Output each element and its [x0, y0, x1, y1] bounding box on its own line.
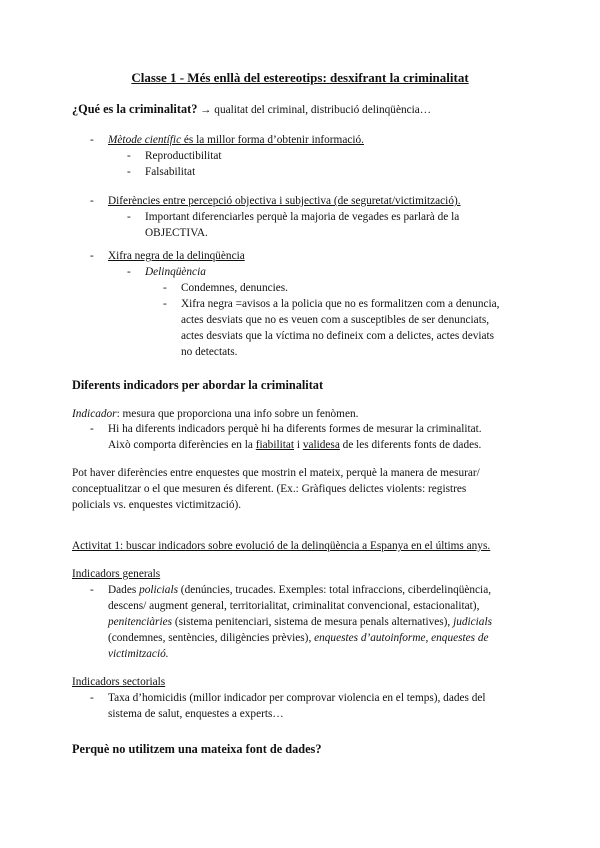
- para-line1: Pot haver diferències entre enquestes que mostrin el mateix, perquè la manera de mesurar/: [72, 467, 480, 479]
- sectorials-line2: sistema de salut, enquestes a experts…: [108, 708, 284, 720]
- para-line3: policials vs. enquestes victimització).: [72, 499, 242, 511]
- xifra-negra-line1: Xifra negra =avisos a la policia que no es formalitzen com a denuncia,: [181, 298, 500, 310]
- line2-start: Això comporta diferències en la: [108, 439, 256, 451]
- penitenciaries-term: penitenciàries: [108, 616, 172, 628]
- indicadors-bullet-line1: Hi ha diferents indicadors perquè hi ha diferents formes de mesurar la criminalitat.: [108, 423, 482, 435]
- sub-item-reproductibilitat: Reproductibilitat: [145, 150, 222, 162]
- text-span: (denúncies, trucades. Exemples: total infraccions, ciberdelinqüència,: [177, 584, 492, 596]
- indicador-term: Indicador: [72, 408, 117, 420]
- indicador-definition: [72, 406, 358, 422]
- indicadors-bullet-line2: [108, 437, 481, 453]
- xifra-negra-line3: actes desviats que la víctima no defineix com a delictes, actes deviats: [181, 330, 495, 342]
- xifra-negra-line4: no detectats.: [181, 346, 238, 358]
- sub-item-falsabilitat: Falsabilitat: [145, 166, 196, 178]
- line2-end: de les diferents fonts de dades.: [339, 439, 482, 451]
- fiabilitat-term: fiabilitat: [255, 439, 295, 451]
- page-title: Classe 1 - Més enllà del estereotips: desxifrant la criminalitat: [131, 70, 469, 85]
- generals-line4: [108, 630, 489, 646]
- xifra-negra-line2: actes desviats que no es veuen com a susceptibles de ser denunciats,: [181, 314, 490, 326]
- final-question: Perquè no utilitzem una mateixa font de dades?: [72, 742, 322, 756]
- bullet-metode: [108, 132, 364, 148]
- bullet-dash: -: [90, 195, 94, 207]
- bullet-dash: -: [127, 266, 131, 278]
- bullet-dash: -: [163, 298, 167, 310]
- question-answer: → qualitat del criminal, distribució delinqüència…: [197, 104, 432, 116]
- bullet-dash: -: [90, 692, 94, 704]
- bullet-dash: -: [90, 584, 94, 596]
- generals-line1: [108, 582, 491, 598]
- bullet-dash: -: [127, 166, 131, 178]
- judicials-term: judicials: [453, 616, 492, 628]
- enquestes-term: enquestes d’autoinforme, enquestes de: [314, 632, 489, 644]
- para-line2: conceptualitzar o el que mesuren és diferent. (Ex.: Gràfiques delictes violents: registres: [72, 483, 467, 495]
- metode-italic: Mètode científic: [108, 134, 182, 146]
- bullet-dash: -: [90, 423, 94, 435]
- text-span: (sistema penitenciari, sistema de mesura penals alternatives),: [172, 616, 454, 628]
- generals-line5: victimització.: [108, 648, 169, 660]
- question-criminalitat: [72, 101, 431, 118]
- activitat-1: Activitat 1: buscar indicadors sobre evolució de la delinqüència a Espanya en el últims anys.: [72, 540, 491, 552]
- validesa-term: validesa: [302, 439, 340, 451]
- sub-item-important-line2: OBJECTIVA.: [145, 227, 208, 239]
- generals-line3: [108, 614, 492, 630]
- bullet-dash: -: [163, 282, 167, 294]
- bullet-xifra-negra: Xifra negra de la delinqüència: [108, 250, 245, 262]
- question-label: ¿Qué es la criminalitat?: [72, 102, 198, 116]
- indicadors-generals-heading: Indicadors generals: [72, 568, 161, 580]
- sectorials-line1: Taxa d’homicidis (millor indicador per comprovar violencia en el temps), dades del: [108, 692, 486, 704]
- sub-item-important-line1: Important diferenciarles perquè la majoria de vegades es parlarà de la: [145, 211, 460, 223]
- bullet-dash: -: [127, 150, 131, 162]
- indicador-def-text: : mesura que proporciona una info sobre un fenòmen.: [116, 408, 359, 420]
- bullet-dash: -: [90, 134, 94, 146]
- policials-term: policials: [139, 584, 178, 596]
- section-heading-indicadors: Diferents indicadors per abordar la criminalitat: [72, 378, 324, 392]
- generals-line2: descens/ augment general, territorialitat, criminalitat convencional, estacionalitat),: [108, 600, 480, 612]
- text-span: Dades: [108, 584, 140, 596]
- sub-sub-item-condemnes: Condemnes, denuncies.: [181, 282, 288, 294]
- metode-rest: és la millor forma d’obtenir informació.: [181, 134, 364, 146]
- bullet-dash: -: [127, 211, 131, 223]
- bullet-dash: -: [90, 250, 94, 262]
- i-conj: i: [294, 439, 303, 451]
- indicadors-sectorials-heading: Indicadors sectorials: [72, 676, 166, 688]
- bullet-diferencies: Diferències entre percepció objectiva i subjectiva (de seguretat/victimització).: [108, 195, 461, 207]
- sub-item-delinquencia: Delinqüència: [145, 266, 206, 278]
- text-span: (condemnes, sentències, diligències prèvies),: [108, 632, 315, 644]
